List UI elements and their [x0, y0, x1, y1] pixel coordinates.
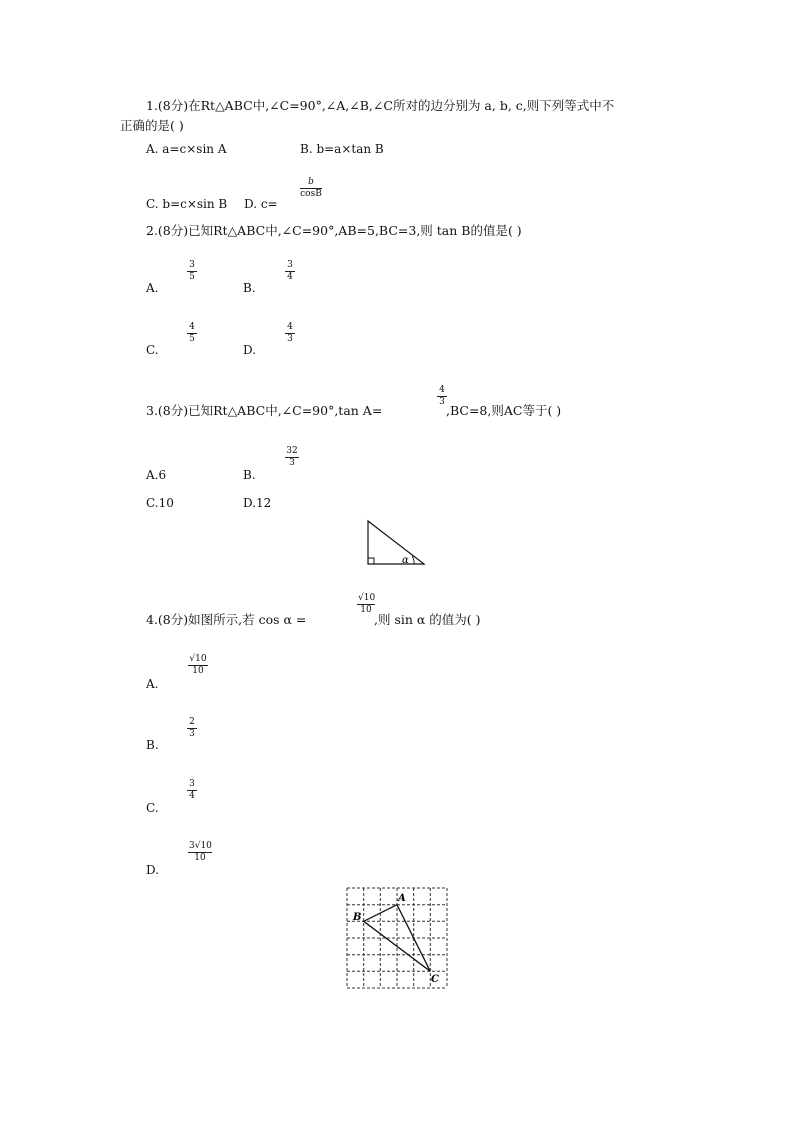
fraction-numerator: 3 [287, 260, 293, 270]
q4-option-c-fraction [187, 780, 197, 801]
fraction-numerator: 2 [189, 717, 195, 727]
point-a-label: A [398, 893, 406, 904]
fraction-numerator: 3 [189, 260, 195, 270]
q3-option-a: A.6 [146, 468, 167, 482]
q1-option-a: A. a=c×sin A [146, 142, 227, 156]
fraction-denominator: 10 [194, 853, 206, 863]
fraction-numerator: √10 [358, 593, 376, 603]
point-c-label: C [431, 974, 439, 985]
q4-option-d: D. [146, 863, 160, 877]
fraction-denominator: 3 [289, 458, 295, 468]
q1-stem-line2: 正确的是( ) [120, 118, 184, 133]
angle-arc [412, 556, 414, 564]
fraction-denominator: 10 [192, 666, 204, 676]
q2-option-a-fraction [187, 261, 197, 282]
q2-option-d-fraction [285, 323, 295, 344]
fraction-denominator: cosB [300, 189, 322, 199]
q4-option-b-fraction [187, 718, 197, 739]
fraction-denominator: 4 [287, 272, 293, 282]
fraction-denominator: 10 [360, 605, 372, 615]
right-triangle-figure [362, 518, 428, 568]
q4-stem-part1: 4.(8分)如图所示,若 cos α = [146, 612, 307, 627]
q4-option-a: A. [146, 677, 159, 691]
fraction-numerator: 3√10 [189, 841, 212, 851]
fraction-numerator: 4 [439, 385, 445, 395]
q4-stem-part2: ,则 sin α 的值为( ) [374, 612, 481, 627]
q3-option-d: D.12 [243, 496, 272, 510]
q4-option-d-fraction [188, 842, 212, 863]
fraction-numerator: √10 [189, 654, 207, 664]
q1-option-d-fraction [300, 178, 322, 199]
grid-triangle-figure [345, 886, 451, 992]
fraction-denominator: 5 [189, 272, 195, 282]
q2-option-a: A. [146, 281, 159, 295]
fraction-denominator: 3 [287, 334, 293, 344]
q1-option-c: C. b=c×sin B [146, 197, 228, 211]
fraction-numerator: 32 [286, 446, 298, 456]
dashed-grid [347, 888, 447, 988]
fraction-denominator: 5 [189, 334, 195, 344]
fraction-numerator: 4 [287, 322, 293, 332]
fraction-denominator: 4 [189, 791, 195, 801]
q1-option-b: B. b=a×tan B [300, 142, 384, 156]
q3-stem-part2: ,BC=8,则AC等于( ) [446, 403, 562, 418]
q2-option-b: B. [243, 281, 256, 295]
fraction-numerator: b [308, 177, 314, 187]
angle-alpha-label: α [402, 555, 409, 566]
q3-option-b-fraction [285, 447, 299, 468]
q4-option-a-fraction [188, 655, 208, 676]
triangle-outline [368, 521, 424, 564]
q2-option-d: D. [243, 343, 257, 357]
q3-option-c: C.10 [146, 496, 174, 510]
fraction-denominator: 3 [439, 397, 445, 407]
q2-option-b-fraction [285, 261, 295, 282]
q4-stem-fraction [357, 594, 375, 615]
q2-option-c: C. [146, 343, 159, 357]
q1-option-d: D. c= [244, 197, 278, 211]
q2-option-c-fraction [187, 323, 197, 344]
q4-option-b: B. [146, 738, 159, 752]
fraction-denominator: 3 [189, 729, 195, 739]
fraction-numerator: 3 [189, 779, 195, 789]
right-angle-mark [368, 558, 374, 564]
q4-option-c: C. [146, 801, 159, 815]
point-b-label: B [353, 912, 362, 923]
q3-option-b: B. [243, 468, 256, 482]
q1-stem-line1: 1.(8分)在Rt△ABC中,∠C=90°,∠A,∠B,∠C所对的边分别为 a, b, c,则下列等式中不 [146, 98, 615, 113]
fraction-numerator: 4 [189, 322, 195, 332]
q2-stem: 2.(8分)已知Rt△ABC中,∠C=90°,AB=5,BC=3,则 tan B的值是( ) [146, 223, 522, 238]
q3-stem-part1: 3.(8分)已知Rt△ABC中,∠C=90°,tan A= [146, 403, 383, 418]
